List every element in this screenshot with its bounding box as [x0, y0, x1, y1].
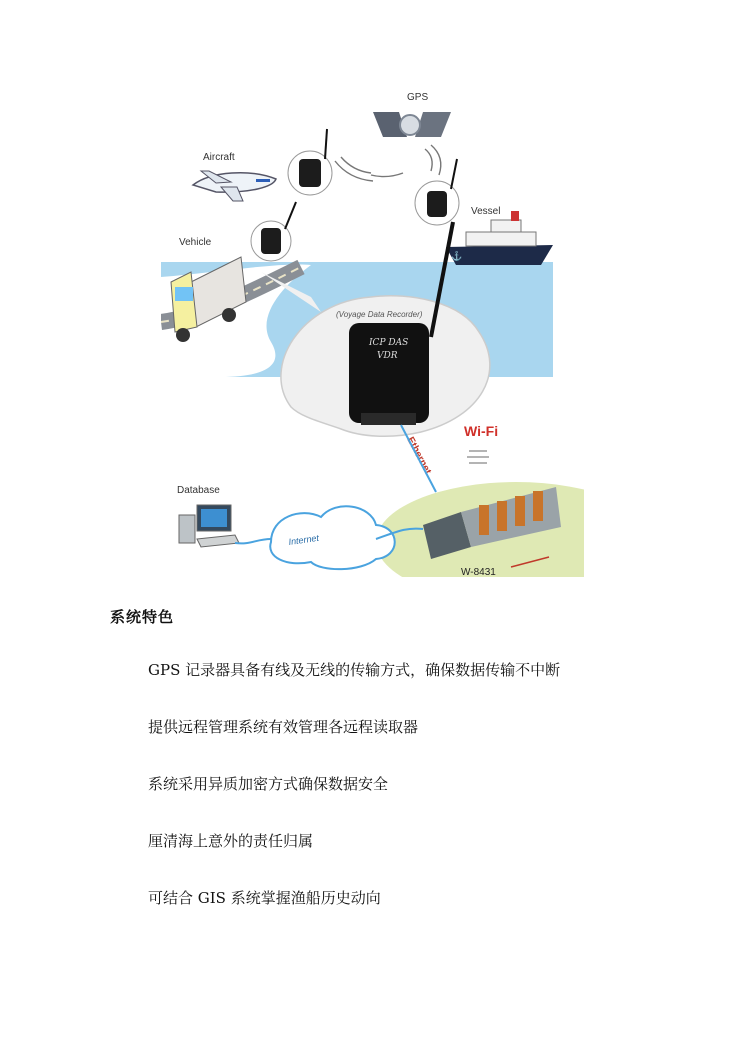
computer-icon: [179, 505, 239, 547]
ship-icon: [446, 211, 553, 265]
database-link: [235, 539, 271, 543]
internet-label: Internet: [287, 532, 320, 547]
satellite-icon: [373, 112, 451, 137]
feature-list: [148, 659, 560, 944]
feature-item: 提供远程管理系统有效管理各远程读取器: [148, 718, 419, 736]
wifi-waves-icon: [467, 451, 489, 463]
svg-text:⚓: ⚓: [451, 252, 463, 262]
vehicle-label: Vehicle: [179, 237, 212, 248]
vessel-label: Vessel: [471, 206, 501, 217]
aircraft-label: Aircraft: [203, 152, 235, 163]
feature-item: 可结合 GIS 系统掌握渔船历史动向: [148, 889, 381, 907]
aircraft-icon: [193, 171, 276, 201]
gps-label: GPS: [407, 92, 429, 103]
feature-item: 厘清海上意外的责任归属: [148, 832, 314, 850]
ethernet-label: Ethernet: [404, 435, 434, 477]
section-title: 系统特色: [110, 608, 175, 626]
database-label: Database: [177, 485, 220, 496]
feature-item: GPS 记录器具备有线及无线的传输方式，确保数据传输不中断: [148, 661, 561, 679]
wifi-label: Wi-Fi: [464, 423, 499, 439]
vdr-system-diagram: [161, 87, 584, 577]
vessel-recorder-device: [415, 159, 459, 225]
ethernet-cable: [401, 425, 436, 492]
feature-item: 系统采用异质加密方式确保数据安全: [148, 775, 389, 793]
controller-label: W-8431: [461, 567, 496, 577]
device-brand: ICP DAS: [369, 338, 409, 348]
device-model: VDR: [377, 351, 398, 361]
bubble-text: (Voyage Data Recorder): [336, 310, 423, 319]
aircraft-recorder-device: [288, 129, 332, 195]
vehicle-recorder-device: [251, 202, 296, 261]
gps-signal-waves: [335, 145, 441, 181]
